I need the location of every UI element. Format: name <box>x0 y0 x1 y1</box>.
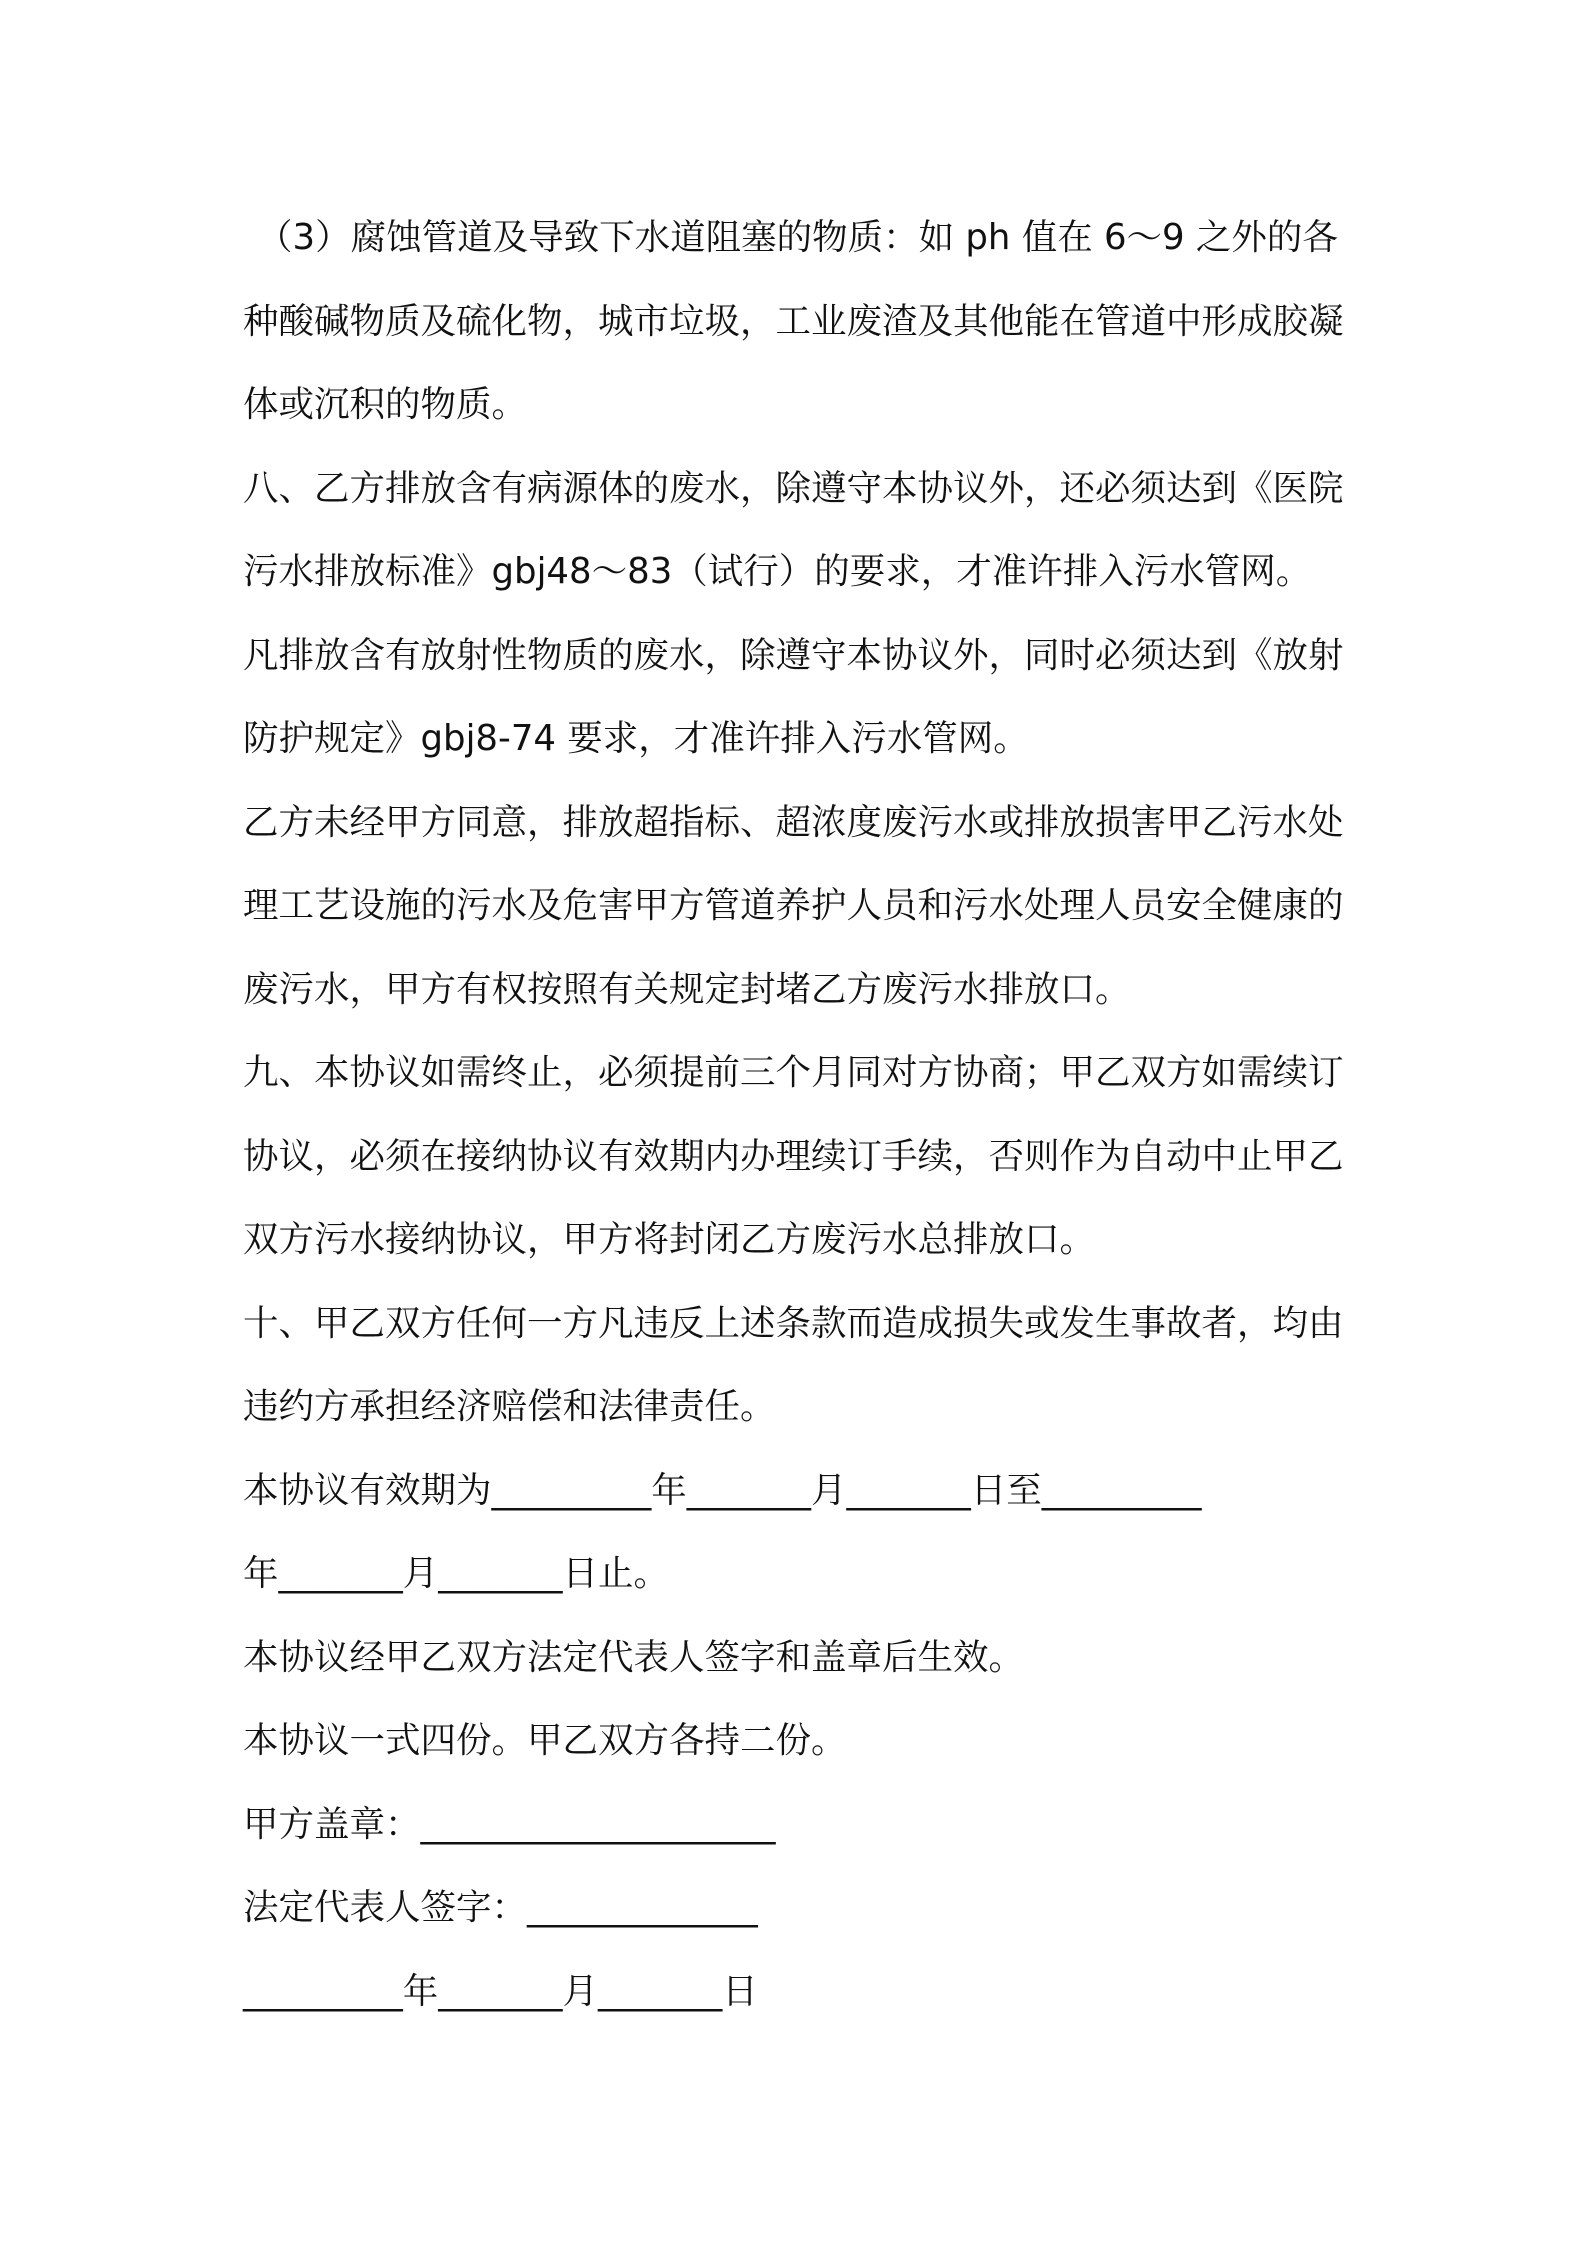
legal-representative-signature-line: 法定代表人签字：_____________ <box>243 1887 758 1928</box>
signing-date-line: _________年_______月_______日 <box>243 1970 758 2012</box>
copies-clause: 本协议一式四份。甲乙双方各持二份。 <box>243 1720 847 1761</box>
paragraph-clause-ten: 十、甲乙双方任何一方凡违反上述条款而造成损失或发生事故者，均由违约方承担经济赔偿和法律责任。 <box>243 1302 1344 1427</box>
paragraph-unauthorized-discharge: 乙方未经甲方同意，排放超指标、超浓度废污水或排放损害甲乙污水处理工艺设施的污水及危害甲方管道养护人员和污水处理人员安全健康的废污水，甲方有权按照有关规定封堵乙方废污水排放口。 <box>243 801 1344 1010</box>
paragraph-corrosive-substances: （3）腐蚀管道及导致下水道阻塞的物质：如 ph 值在 6～9 之外的各种酸碱物质及硫化物，城市垃圾，工业废渣及其他能在管道中形成胶凝体或沉积的物质。 <box>243 217 1344 425</box>
effective-clause: 本协议经甲乙双方法定代表人签字和盖章后生效。 <box>243 1636 1025 1678</box>
paragraph-clause-nine: 九、本协议如需终止，必须提前三个月同对方协商；甲乙双方如需续订协议，必须在接纳协议有效期内办理续订手续，否则作为自动中止甲乙双方污水接纳协议，甲方将封闭乙方废污水总排放口。 <box>243 1052 1344 1260</box>
paragraph-clause-eight: 八、乙方排放含有病源体的废水，除遵守本协议外，还必须达到《医院污水排放标准》gbj48～83（试行）的要求，才准许排入污水管网。 <box>243 467 1344 592</box>
document-body <box>243 196 1363 2033</box>
paragraph-radioactive-wastewater: 凡排放含有放射性物质的废水，除遵守本协议外，同时必须达到《放射防护规定》gbj8-74 要求，才准许排入污水管网。 <box>243 634 1344 759</box>
validity-period-line-2: 年_______月_______日止。 <box>243 1553 670 1594</box>
validity-period-line-1: 本协议有效期为_________年_______月_______日至_________ <box>243 1469 1202 1511</box>
party-a-seal-line: 甲方盖章：____________________ <box>243 1803 776 1845</box>
